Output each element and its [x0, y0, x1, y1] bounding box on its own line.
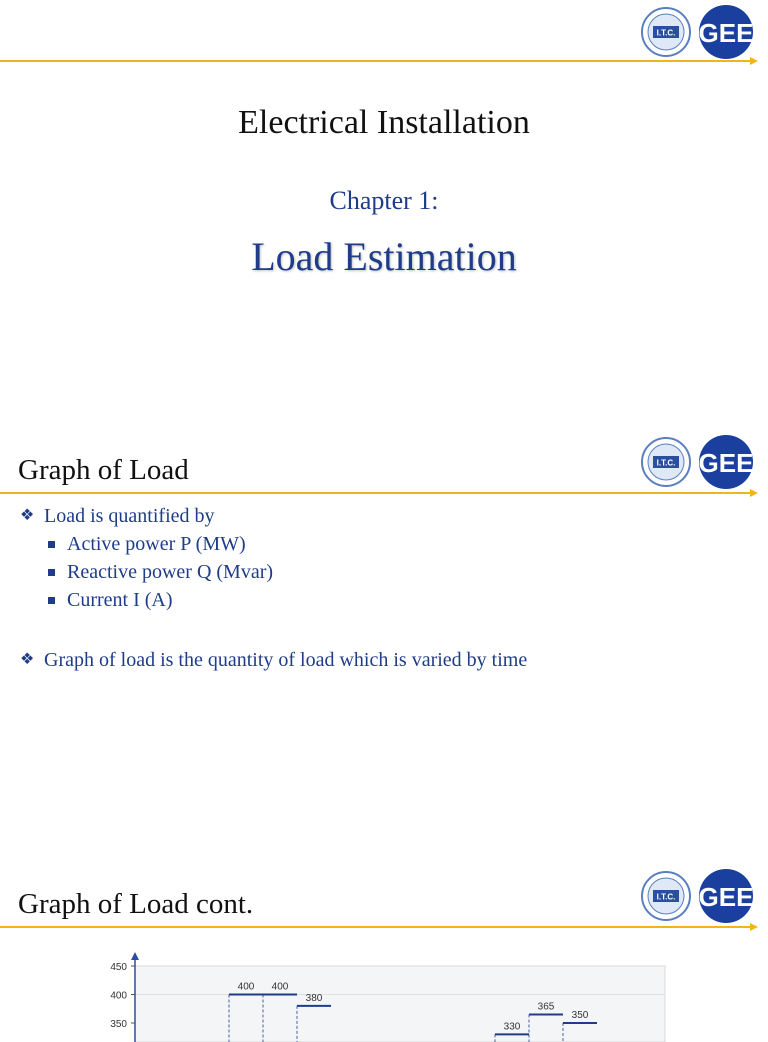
slide-title: Graph of Load cont. — [18, 888, 254, 920]
y-tick-label: 400 — [110, 990, 127, 1002]
list-item — [20, 558, 527, 586]
square-bullet-icon — [48, 597, 55, 604]
bullet-list — [20, 502, 527, 674]
svg-text:GEE: GEE — [698, 18, 754, 48]
square-bullet-icon — [48, 569, 55, 576]
bullet-text: Graph of load is the quantity of load which is varied by time — [44, 649, 528, 671]
diamond-bullet-icon: ❖ — [20, 507, 35, 524]
header-rule-arrow-icon — [750, 489, 758, 497]
step-value-label: 400 — [271, 981, 289, 993]
logo-group — [640, 4, 754, 60]
sub-bullet-text: Active power P (MW) — [67, 533, 246, 555]
slide-graph-of-load — [0, 432, 768, 852]
step-value-label: 365 — [537, 1001, 555, 1013]
svg-text:GEE: GEE — [698, 448, 754, 478]
itc-logo-icon — [640, 436, 692, 488]
sub-bullet-text: Current I (A) — [67, 589, 173, 611]
y-tick-label: 350 — [110, 1019, 127, 1030]
slide-title: Graph of Load — [18, 454, 189, 486]
list-item — [20, 586, 527, 614]
page-title: Electrical Installation — [238, 104, 530, 141]
list-item — [20, 530, 527, 558]
header-rule — [0, 926, 752, 928]
header-rule-arrow-icon — [750, 57, 758, 65]
itc-logo-icon — [640, 6, 692, 58]
step-value-label: 350 — [571, 1010, 589, 1021]
load-step-chart — [95, 952, 675, 1042]
svg-text:GEE: GEE — [698, 882, 754, 912]
header-rule-arrow-icon — [750, 923, 758, 931]
header-rule — [0, 492, 752, 494]
gee-logo-icon — [698, 868, 754, 924]
list-item — [20, 502, 527, 530]
logo-group — [640, 868, 754, 924]
slide-graph-of-load-cont — [0, 862, 768, 1033]
logo-group — [640, 434, 754, 490]
gee-logo-icon — [698, 434, 754, 490]
slide-title-page — [0, 0, 768, 410]
y-axis-arrow-icon — [131, 952, 139, 960]
plot-area — [135, 966, 665, 1042]
diamond-bullet-icon: ❖ — [20, 651, 35, 668]
gee-logo-icon — [698, 4, 754, 60]
list-item — [20, 646, 527, 674]
step-value-label: 380 — [305, 992, 323, 1004]
chapter-label: Chapter 1: — [329, 186, 439, 215]
square-bullet-icon — [48, 541, 55, 548]
chapter-subject: Load Estimation — [251, 234, 517, 279]
bullet-text: Load is quantified by — [44, 505, 215, 527]
svg-text:I.T.C.: I.T.C. — [656, 28, 676, 38]
step-value-label: 330 — [503, 1021, 521, 1033]
sub-bullet-text: Reactive power Q (Mvar) — [67, 561, 274, 583]
header-rule — [0, 60, 752, 62]
y-tick-label: 450 — [110, 962, 127, 973]
svg-text:I.T.C.: I.T.C. — [656, 892, 676, 902]
step-value-label: 400 — [237, 981, 255, 993]
itc-logo-icon — [640, 870, 692, 922]
svg-text:I.T.C.: I.T.C. — [656, 458, 676, 468]
